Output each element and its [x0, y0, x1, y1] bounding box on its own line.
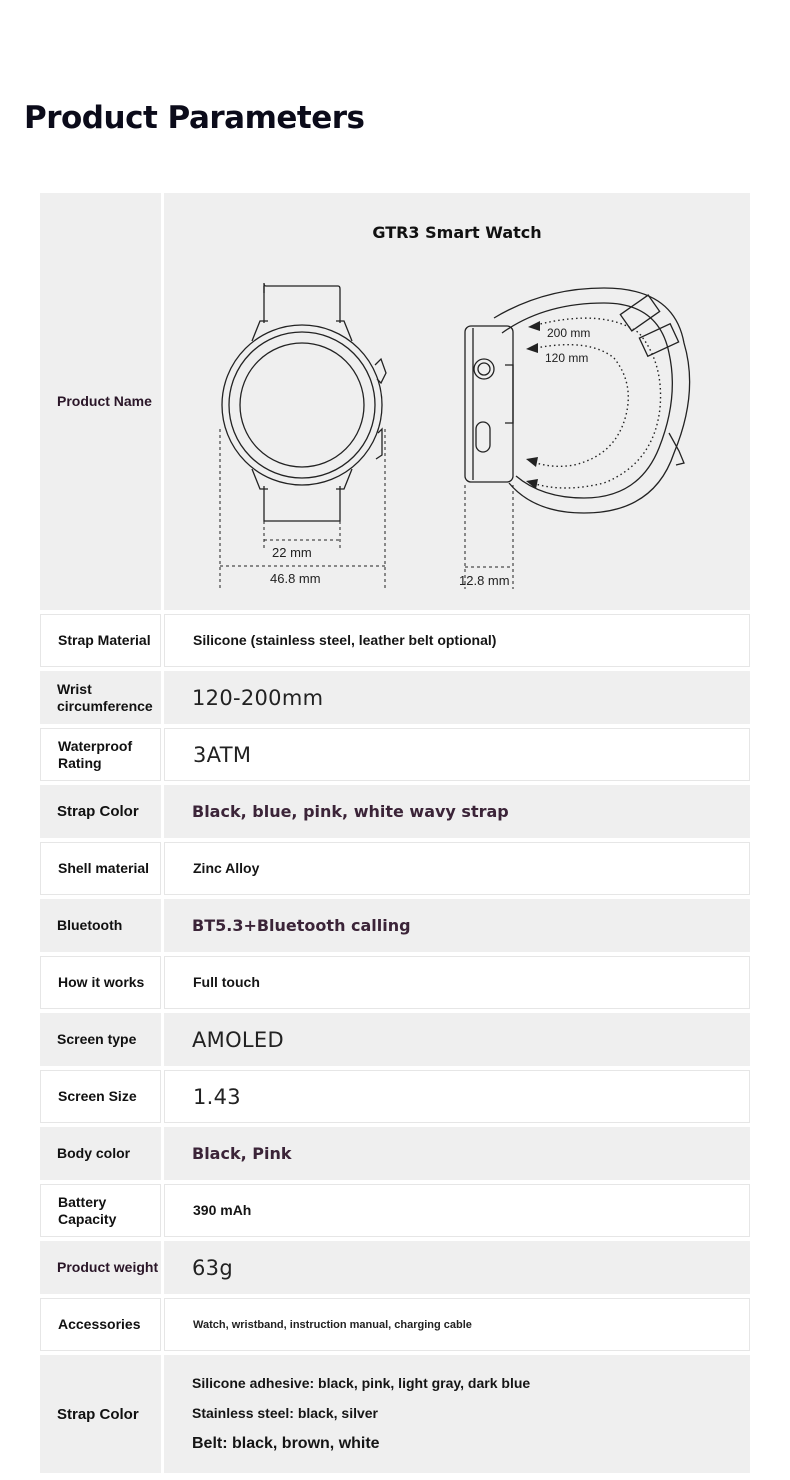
row-value: Silicone (stainless steel, leather belt optional) [164, 614, 750, 667]
row-label: Screen type [40, 1013, 161, 1066]
row-shell-material [40, 842, 750, 895]
row-bluetooth [40, 899, 750, 952]
row-wrist-circumference [40, 671, 750, 724]
product-name-row [40, 193, 750, 610]
row-how-it-works [40, 956, 750, 1009]
row-label: Body color [40, 1127, 161, 1180]
row-value: 120-200mm [164, 671, 750, 724]
case-width-label: 46.8 mm [270, 571, 321, 586]
row-accessories [40, 1298, 750, 1351]
row-strap-color-options [40, 1355, 750, 1473]
row-value: BT5.3+Bluetooth calling [164, 899, 750, 952]
row-value: Black, blue, pink, white wavy strap [164, 785, 750, 838]
row-label: How it works [40, 956, 161, 1009]
watch-name: GTR3 Smart Watch [372, 223, 542, 242]
row-value: 3ATM [164, 728, 750, 781]
row-screen-type [40, 1013, 750, 1066]
row-label: Strap Material [40, 614, 161, 667]
row-label: Shell material [40, 842, 161, 895]
row-label: Bluetooth [40, 899, 161, 952]
row-strap-color [40, 785, 750, 838]
row-label: Strap Color [40, 785, 161, 838]
watch-diagram-panel [164, 193, 750, 610]
row-value: Black, Pink [164, 1127, 750, 1180]
row-screen-size [40, 1070, 750, 1123]
row-value: Zinc Alloy [164, 842, 750, 895]
row-label: Wrist circumference [40, 671, 161, 724]
row-value: 390 mAh [164, 1184, 750, 1237]
strap-option-silicone: Silicone adhesive: black, pink, light gray, dark blue [192, 1375, 531, 1391]
row-value: AMOLED [164, 1013, 750, 1066]
row-label: Battery Capacity [40, 1184, 161, 1237]
row-label: Waterproof Rating [40, 728, 161, 781]
strap-option-steel: Stainless steel: black, silver [192, 1405, 378, 1421]
row-value: 63g [164, 1241, 750, 1294]
row-value: Full touch [164, 956, 750, 1009]
row-label: Product Name [40, 193, 161, 610]
row-label: Product weight [40, 1241, 161, 1294]
watch-diagram [164, 193, 750, 610]
row-label: Strap Color [40, 1355, 161, 1473]
strap-color-options-list [164, 1355, 750, 1473]
thickness-label: 12.8 mm [459, 573, 510, 588]
row-product-weight [40, 1241, 750, 1294]
wrist-max-label: 200 mm [547, 326, 591, 340]
strap-width-label: 22 mm [272, 545, 312, 560]
row-waterproof-rating [40, 728, 750, 781]
strap-option-belt: Belt: black, brown, white [192, 1435, 380, 1452]
wrist-min-label: 120 mm [545, 351, 589, 365]
row-value: 1.43 [164, 1070, 750, 1123]
row-strap-material [40, 614, 750, 667]
row-battery-capacity [40, 1184, 750, 1237]
row-label: Accessories [40, 1298, 161, 1351]
row-body-color [40, 1127, 750, 1180]
row-label: Screen Size [40, 1070, 161, 1123]
page-title: Product Parameters [24, 100, 365, 136]
row-value: Watch, wristband, instruction manual, charging cable [164, 1298, 750, 1351]
